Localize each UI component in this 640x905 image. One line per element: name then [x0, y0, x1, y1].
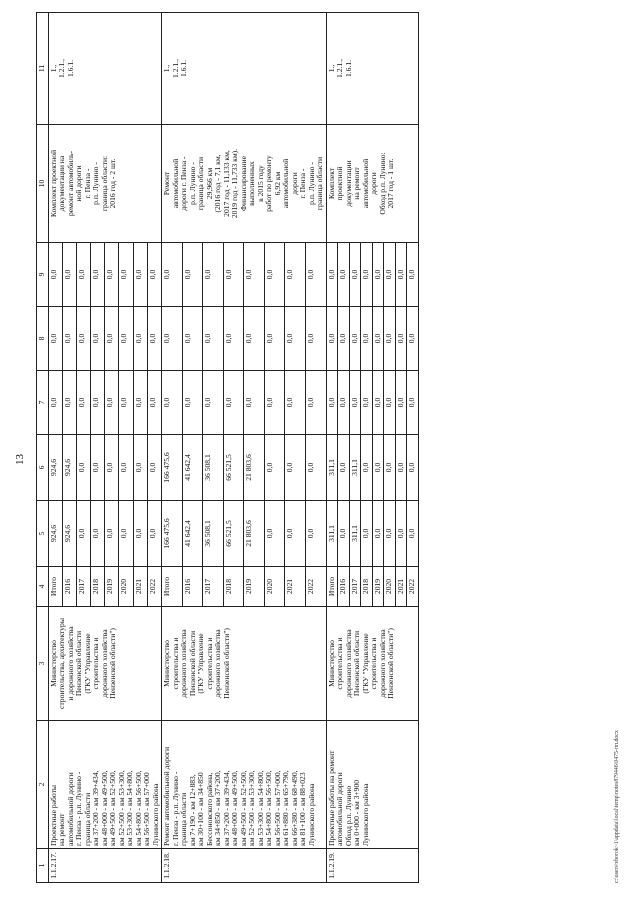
value-col7: 0,0	[48, 371, 62, 435]
file-path-footer: c:\users\vborok~1\appdata\local\temp\notes879446\0475-пп.docx	[614, 730, 620, 883]
value-regional: 0,0	[264, 435, 285, 501]
item-reference: 1., 1.2.1., 1.6.1.	[48, 13, 162, 125]
header-cell: 3	[37, 607, 49, 721]
year-cell: 2020	[264, 567, 285, 607]
year-cell: 2022	[147, 567, 161, 607]
year-cell: 2017	[76, 567, 90, 607]
value-regional: 0,0	[361, 435, 373, 501]
item-reference: 1., 1.2.1., 1.6.1.	[162, 13, 327, 125]
value-col8: 0,0	[182, 307, 203, 371]
value-col7: 0,0	[384, 371, 396, 435]
year-cell: Итого	[326, 567, 338, 607]
value-col9: 0,0	[62, 243, 76, 307]
value-regional: 0,0	[76, 435, 90, 501]
value-regional: 0,0	[119, 435, 133, 501]
value-total: 0,0	[264, 501, 285, 567]
header-cell: 9	[37, 243, 49, 307]
item-executor: Министерство строительства и дорожного хозяйства Пензенской области (ГКУ "Управление строительства и дорожного хозяйства Пензенской области")	[162, 607, 327, 721]
value-col9: 0,0	[223, 243, 244, 307]
item-number: 1.1.2.19.	[326, 849, 418, 883]
value-col9: 0,0	[384, 243, 396, 307]
value-col7: 0,0	[326, 371, 338, 435]
year-cell: 2020	[384, 567, 396, 607]
header-cell: 4	[37, 567, 49, 607]
value-col9: 0,0	[133, 243, 147, 307]
value-col9: 0,0	[105, 243, 119, 307]
table-row	[48, 13, 62, 883]
value-col7: 0,0	[162, 371, 183, 435]
value-col8: 0,0	[133, 307, 147, 371]
value-col7: 0,0	[264, 371, 285, 435]
program-table	[36, 12, 419, 883]
value-total: 21 803,6	[244, 501, 265, 567]
value-col7: 0,0	[285, 371, 306, 435]
value-total: 0,0	[372, 501, 384, 567]
value-col9: 0,0	[372, 243, 384, 307]
value-col7: 0,0	[105, 371, 119, 435]
value-col7: 0,0	[395, 371, 407, 435]
year-cell: 2019	[105, 567, 119, 607]
year-cell: Итого	[162, 567, 183, 607]
item-number: 1.1.2.17.	[48, 849, 162, 883]
value-regional: 0,0	[384, 435, 396, 501]
value-col8: 0,0	[244, 307, 265, 371]
value-col7: 0,0	[349, 371, 361, 435]
value-col8: 0,0	[203, 307, 224, 371]
year-cell: 2016	[182, 567, 203, 607]
value-col8: 0,0	[326, 307, 338, 371]
value-col8: 0,0	[105, 307, 119, 371]
value-regional: 41 642,4	[182, 435, 203, 501]
value-col8: 0,0	[305, 307, 326, 371]
value-col9: 0,0	[76, 243, 90, 307]
value-regional: 311,1	[349, 435, 361, 501]
value-total: 41 642,4	[182, 501, 203, 567]
value-col8: 0,0	[62, 307, 76, 371]
value-col8: 0,0	[223, 307, 244, 371]
value-regional: 924,6	[62, 435, 76, 501]
item-executor: Министерство строительства, архитектуры и дорожного хозяйства Пензенской области (ГКУ "Управление строительства и дорожного хозяйства Пензенской области")	[48, 607, 162, 721]
value-col9: 0,0	[326, 243, 338, 307]
value-col9: 0,0	[407, 243, 419, 307]
year-cell: 2021	[285, 567, 306, 607]
value-col8: 0,0	[91, 307, 105, 371]
value-total: 0,0	[91, 501, 105, 567]
value-total: 0,0	[119, 501, 133, 567]
value-regional: 0,0	[285, 435, 306, 501]
value-col7: 0,0	[91, 371, 105, 435]
value-total: 0,0	[384, 501, 396, 567]
value-total: 0,0	[305, 501, 326, 567]
value-regional: 311,1	[326, 435, 338, 501]
table-row	[326, 13, 338, 883]
value-col7: 0,0	[244, 371, 265, 435]
value-col7: 0,0	[407, 371, 419, 435]
item-result: Комплект проектной документации на ремонт автомобильной дороги Обход р.п. Лунино: 2017 год - 1 шт.	[326, 125, 418, 243]
value-col9: 0,0	[264, 243, 285, 307]
value-col8: 0,0	[264, 307, 285, 371]
value-col7: 0,0	[223, 371, 244, 435]
year-cell: 2018	[361, 567, 373, 607]
value-col7: 0,0	[361, 371, 373, 435]
header-cell: 10	[37, 125, 49, 243]
year-cell: 2022	[305, 567, 326, 607]
value-col7: 0,0	[76, 371, 90, 435]
value-col9: 0,0	[338, 243, 350, 307]
value-col9: 0,0	[48, 243, 62, 307]
value-col9: 0,0	[91, 243, 105, 307]
table-row	[162, 13, 183, 883]
value-col8: 0,0	[361, 307, 373, 371]
year-cell: 2016	[338, 567, 350, 607]
value-col9: 0,0	[244, 243, 265, 307]
value-regional: 36 508,1	[203, 435, 224, 501]
value-regional: 0,0	[305, 435, 326, 501]
page-number: 13	[14, 454, 26, 465]
value-total: 166 475,6	[162, 501, 183, 567]
item-number: 1.1.2.18.	[162, 849, 327, 883]
value-regional: 0,0	[372, 435, 384, 501]
year-cell: 2018	[223, 567, 244, 607]
year-cell: Итого	[48, 567, 62, 607]
value-col7: 0,0	[62, 371, 76, 435]
value-total: 0,0	[76, 501, 90, 567]
value-regional: 166 475,6	[162, 435, 183, 501]
value-total: 0,0	[395, 501, 407, 567]
value-regional: 0,0	[105, 435, 119, 501]
value-col8: 0,0	[119, 307, 133, 371]
value-total: 0,0	[105, 501, 119, 567]
value-col8: 0,0	[285, 307, 306, 371]
value-col9: 0,0	[182, 243, 203, 307]
year-cell: 2017	[203, 567, 224, 607]
value-col8: 0,0	[162, 307, 183, 371]
value-col9: 0,0	[285, 243, 306, 307]
value-total: 0,0	[407, 501, 419, 567]
year-cell: 2018	[91, 567, 105, 607]
value-total: 0,0	[285, 501, 306, 567]
value-regional: 0,0	[133, 435, 147, 501]
year-cell: 2021	[395, 567, 407, 607]
value-col8: 0,0	[384, 307, 396, 371]
header-cell: 11	[37, 13, 49, 125]
value-col8: 0,0	[48, 307, 62, 371]
year-cell: 2020	[119, 567, 133, 607]
value-col8: 0,0	[338, 307, 350, 371]
value-col8: 0,0	[407, 307, 419, 371]
value-regional: 924,6	[48, 435, 62, 501]
year-cell: 2022	[407, 567, 419, 607]
value-col9: 0,0	[305, 243, 326, 307]
header-cell: 2	[37, 721, 49, 849]
value-total: 311,1	[326, 501, 338, 567]
item-name: Проектные работы на ремонт автомобильной дороги Обход р.п. Лунино км 0+000 - км 3+900 Лунинского района	[326, 721, 418, 849]
value-regional: 0,0	[147, 435, 161, 501]
header-row	[37, 13, 49, 883]
value-col8: 0,0	[395, 307, 407, 371]
item-result: Ремонт автомобильной дороги г. Пенза - р.п. Лунино - граница области 29,966 км (2016 год - 7,1 км, 2017 год - 11,133 км, 2019 год - 11,733 км). Финансирование выполненных в 2015 году работ по ремонту 6,92 км автомобильной дороги г. Пенза - р.п. Лунино - граница области	[162, 125, 327, 243]
value-col7: 0,0	[338, 371, 350, 435]
item-result: Комплект проектной документации на ремонт автомобиль- ной дороги г. Пенза - р.п. Лунино - граница области: 2016 год - 2 шт.	[48, 125, 162, 243]
value-col9: 0,0	[203, 243, 224, 307]
year-cell: 2021	[133, 567, 147, 607]
value-col7: 0,0	[203, 371, 224, 435]
value-col8: 0,0	[147, 307, 161, 371]
header-cell: 5	[37, 501, 49, 567]
value-col9: 0,0	[119, 243, 133, 307]
header-cell: 1	[37, 849, 49, 883]
value-total: 66 521,5	[223, 501, 244, 567]
item-name: Проектные работы на ремонт автомобильной дороги г. Пенза - р.п. Лунино - граница области км 37+200 - км 39+434, км 48+000 - км 49+500, км 49+500 - км 52+500, км 52+500 - км 53+300, км 53+300 - км 54+800, км 54+800 - км 56+500, км 56+500 - км 57+000 Лунинского района	[48, 721, 162, 849]
year-cell: 2019	[244, 567, 265, 607]
value-regional: 0,0	[91, 435, 105, 501]
value-regional: 0,0	[338, 435, 350, 501]
year-cell: 2016	[62, 567, 76, 607]
value-col7: 0,0	[133, 371, 147, 435]
header-cell: 8	[37, 307, 49, 371]
value-regional: 66 521,5	[223, 435, 244, 501]
value-col9: 0,0	[162, 243, 183, 307]
value-col7: 0,0	[372, 371, 384, 435]
value-col8: 0,0	[76, 307, 90, 371]
value-total: 311,1	[349, 501, 361, 567]
header-cell: 7	[37, 371, 49, 435]
value-total: 36 508,1	[203, 501, 224, 567]
value-col7: 0,0	[305, 371, 326, 435]
value-col8: 0,0	[372, 307, 384, 371]
item-reference: 1., 1.2.1., 1.6.1.	[326, 13, 418, 125]
value-regional: 0,0	[407, 435, 419, 501]
value-col7: 0,0	[147, 371, 161, 435]
header-cell: 6	[37, 435, 49, 501]
item-name: Ремонт автомобильной дороги г. Пенза - р.п. Лунино - граница области км 7+190 - км 12+883, км 30+100 - км 34+850 Бессоновского района, км 34+850 - км 37+200, км 37+200 - км 39+434, км 48+000 - км 49+500, км 49+500 - км 52+500, км 52+500 - км 53+300, км 53+300 - км 54+800, км 54+800 - км 56+500, км 56+500 - км 57+000, км 61+880 - км 65+790, км 66+380 - км 68+490, км 81+100 - км 88+023 Лунинского района	[162, 721, 327, 849]
value-col8: 0,0	[349, 307, 361, 371]
value-total: 0,0	[338, 501, 350, 567]
item-executor: Министерство строительства и дорожного хозяйства Пензенской области (ГКУ "Управление строительства и дорожного хозяйства Пензенской области")	[326, 607, 418, 721]
value-col9: 0,0	[395, 243, 407, 307]
value-regional: 0,0	[395, 435, 407, 501]
value-total: 924,6	[48, 501, 62, 567]
value-col9: 0,0	[349, 243, 361, 307]
value-regional: 21 803,6	[244, 435, 265, 501]
year-cell: 2017	[349, 567, 361, 607]
value-total: 0,0	[133, 501, 147, 567]
value-col7: 0,0	[119, 371, 133, 435]
value-total: 0,0	[147, 501, 161, 567]
value-col9: 0,0	[147, 243, 161, 307]
year-cell: 2019	[372, 567, 384, 607]
value-col7: 0,0	[182, 371, 203, 435]
value-total: 924,6	[62, 501, 76, 567]
value-col9: 0,0	[361, 243, 373, 307]
value-total: 0,0	[361, 501, 373, 567]
